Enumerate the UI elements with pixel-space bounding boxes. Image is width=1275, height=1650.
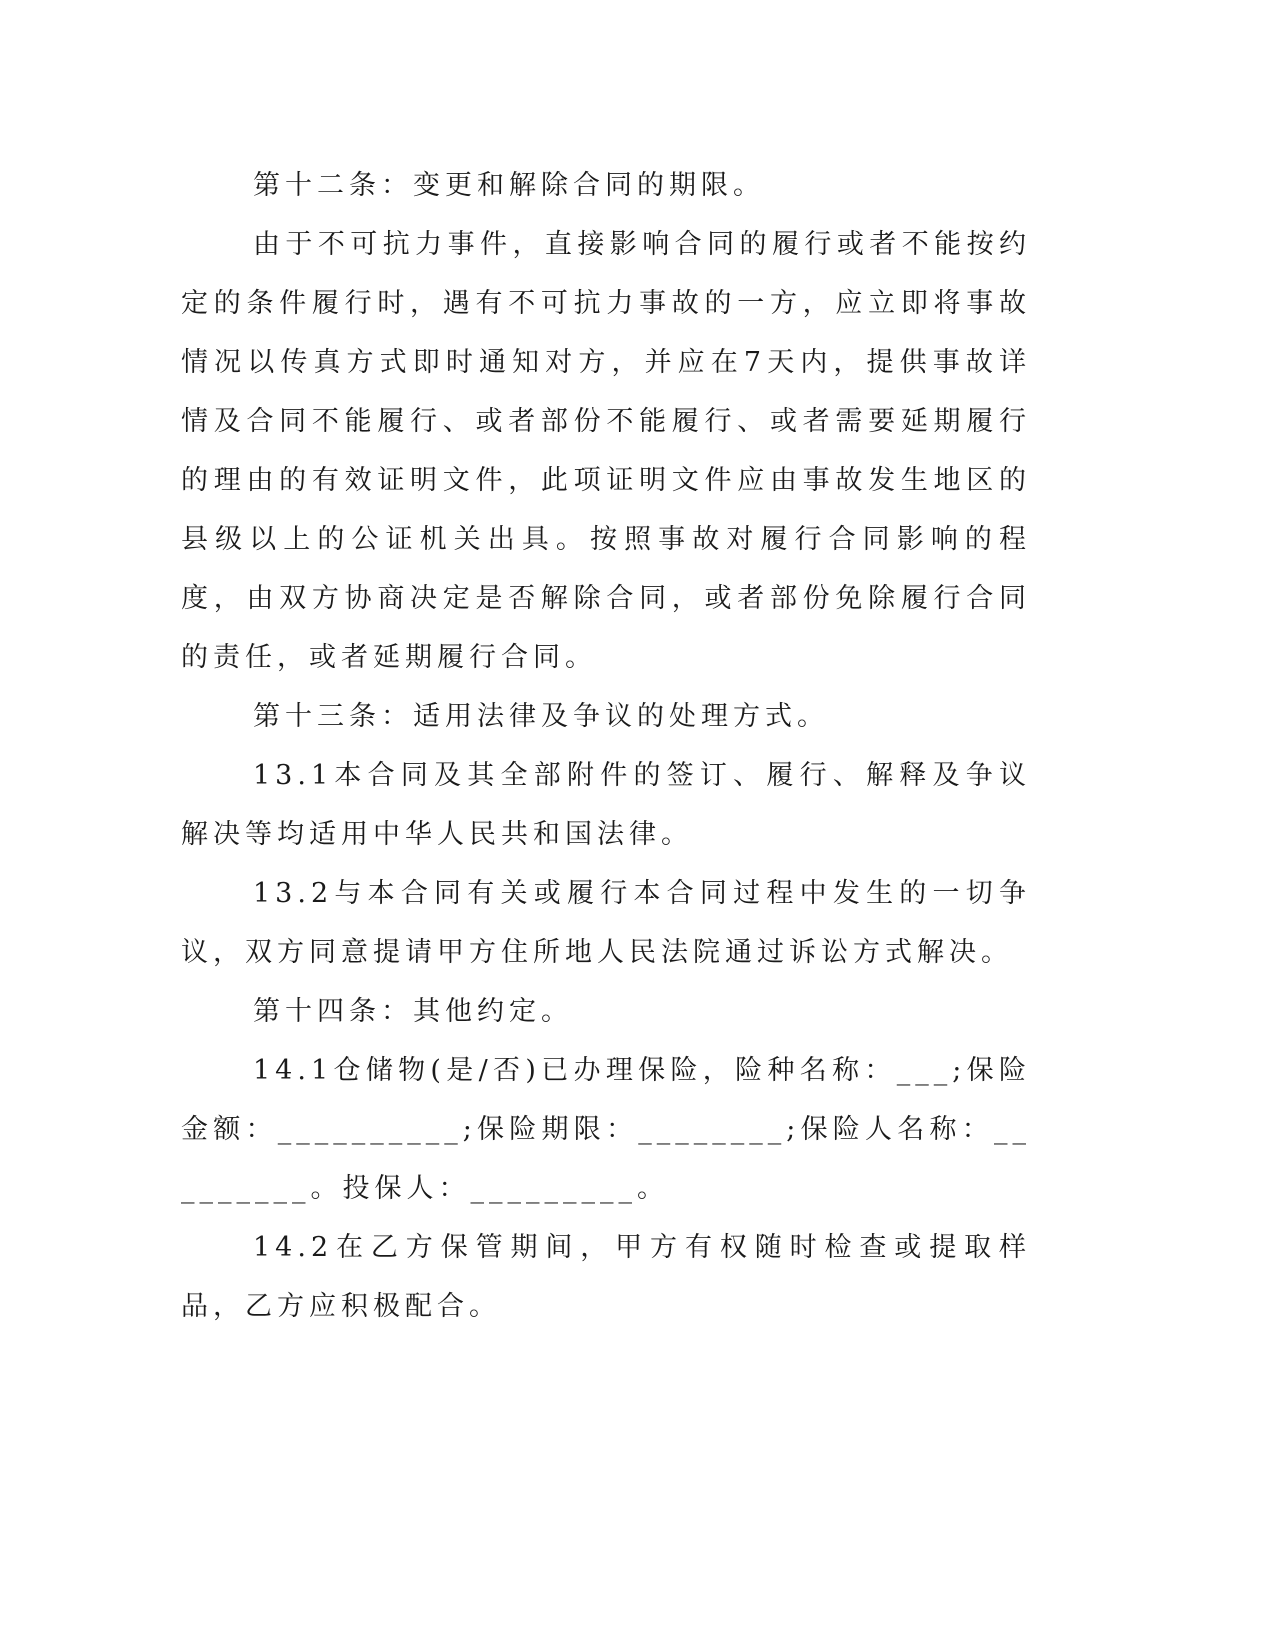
clause-13-1: 13.1本合同及其全部附件的签订、履行、解释及争议解决等均适用中华人民共和国法律。 <box>181 760 1031 850</box>
article-13-heading: 第十三条：适用法律及争议的处理方式。 <box>253 701 829 732</box>
article-12-heading: 第十二条：变更和解除合同的期限。 <box>253 170 765 201</box>
clause-13-2: 13.2与本合同有关或履行本合同过程中发生的一切争议，双方同意提请甲方住所地人民法院通过诉讼方式解决。 <box>181 878 1031 968</box>
clause-14-1: 14.1仓储物(是/否)已办理保险，险种名称：___;保险金额：__________;保险期限：________;保险人名称：_________。投保人：_________。 <box>181 1055 1031 1204</box>
article-14-heading: 第十四条：其他约定。 <box>253 996 573 1027</box>
document-body <box>181 156 1031 1336</box>
article-12-paragraph: 由于不可抗力事件，直接影响合同的履行或者不能按约定的条件履行时，遇有不可抗力事故的一方，应立即将事故情况以传真方式即时通知对方，并应在7天内，提供事故详情及合同不能履行、或者部份不能履行、或者需要延期履行的理由的有效证明文件，此项证明文件应由事故发生地区的县级以上的公证机关出具。按照事故对履行合同影响的程度，由双方协商决定是否解除合同，或者部份免除履行合同的责任，或者延期履行合同。 <box>181 229 1031 673</box>
clause-14-2: 14.2在乙方保管期间，甲方有权随时检查或提取样品，乙方应积极配合。 <box>181 1232 1031 1322</box>
